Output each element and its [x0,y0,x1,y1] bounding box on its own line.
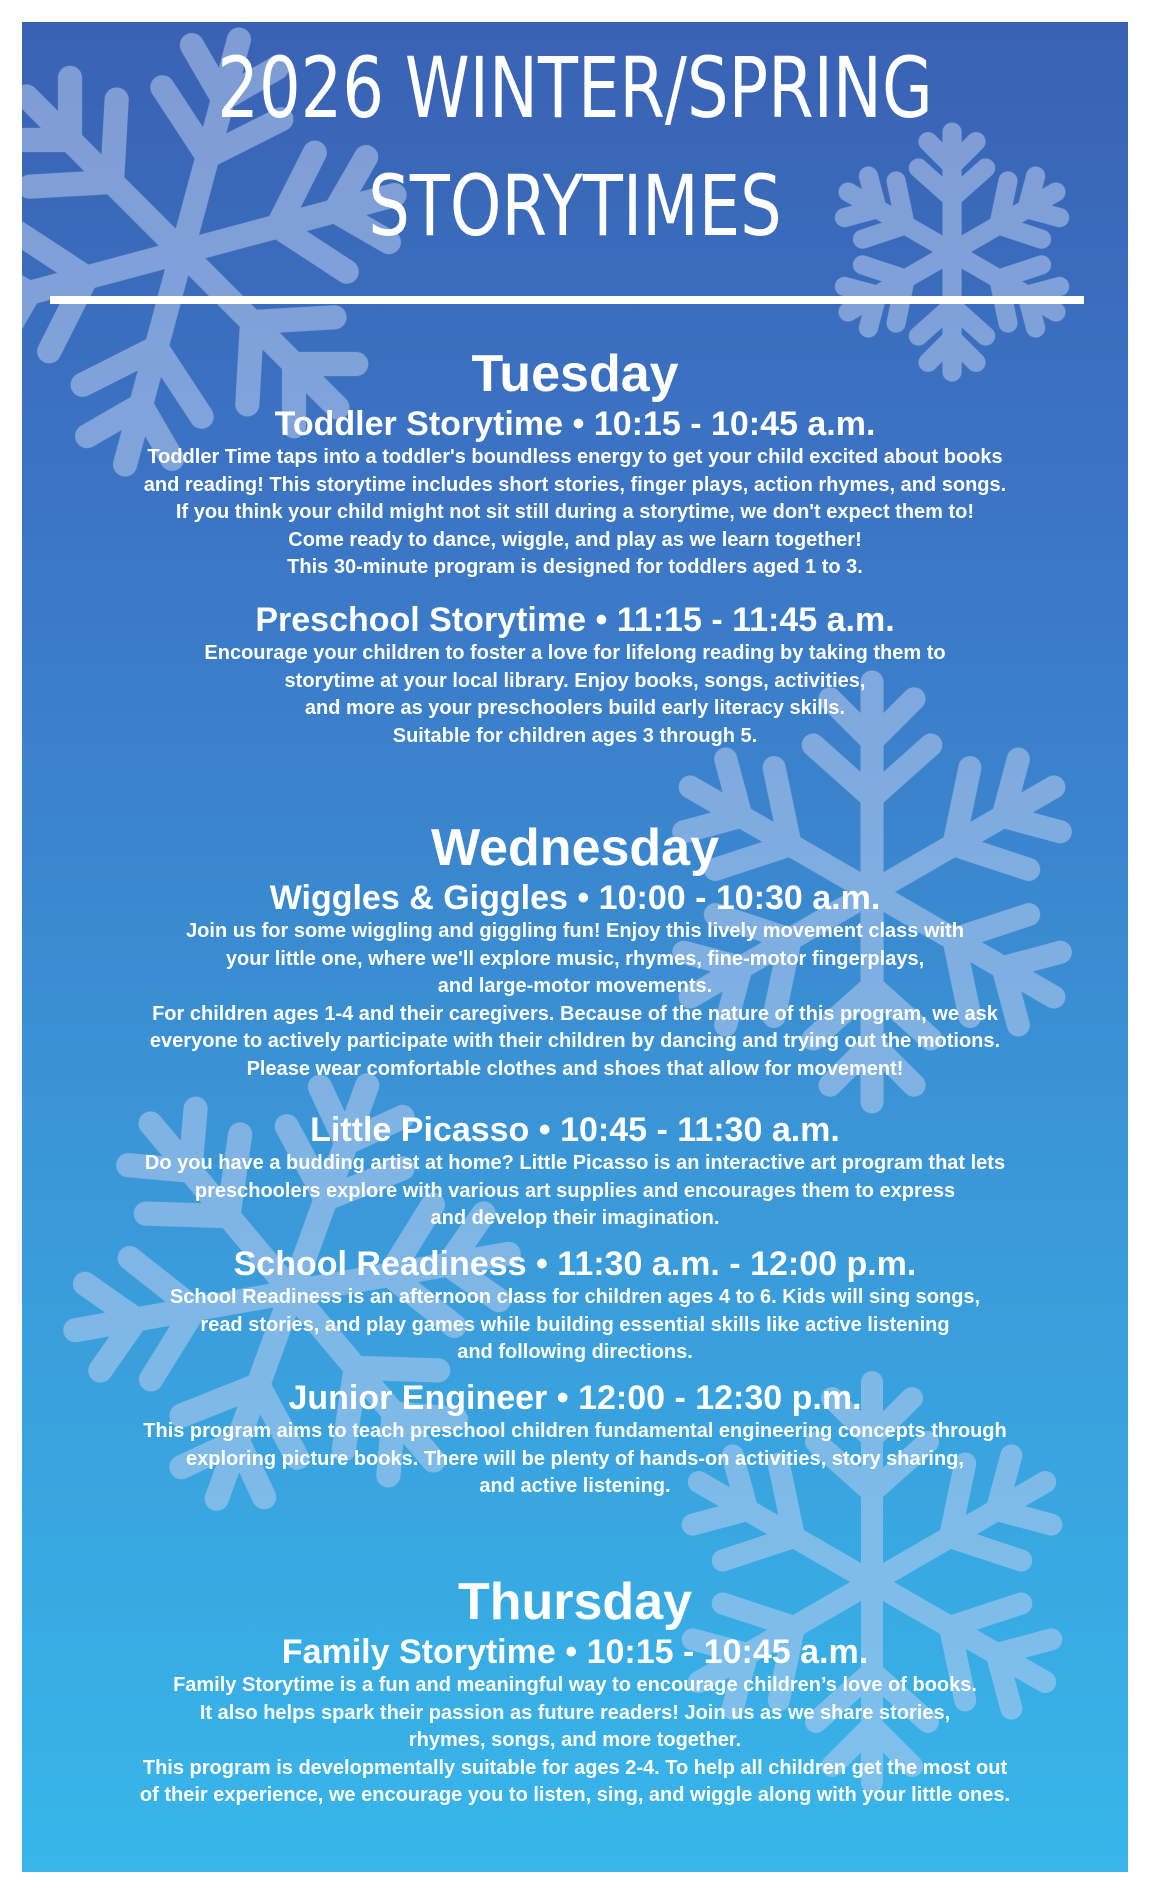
program-title-preschool-storytime: Preschool Storytime • 11:15 - 11:45 a.m. [255,601,895,639]
description-line: preschoolers explore with various art supplies and encourages them to express [194,1179,956,1202]
description-line: For children ages 1-4 and their caregivers. Because of the nature of this program, we ask [152,1002,998,1025]
description-line: read stories, and play games while building essential skills like active listening [200,1313,950,1336]
description-line: School Readiness is an afternoon class for children ages 4 to 6. Kids will sing songs, [169,1286,981,1308]
description-line: Come ready to dance, wiggle, and play as we learn together! [288,528,862,551]
program-description-wiggles-giggles [22,918,1128,1083]
description-line: and following directions. [457,1341,693,1363]
program-title-school-readiness: School Readiness • 11:30 a.m. - 12:00 p.m. [233,1245,917,1283]
description-line: and large-motor movements. [437,975,713,997]
description-line: and more as your preschoolers build early literacy skills. [304,697,846,719]
day-heading-wednesday: Wednesday [430,819,720,877]
description-line: Please wear comfortable clothes and shoes that allow for movement! [246,1057,904,1080]
poster-content [22,22,1128,258]
description-line: of their experience, we encourage you to listen, sing, and wiggle along with your little ones. [139,1784,1011,1806]
description-line: Join us for some wiggling and giggling fun! Enjoy this lively movement class with [186,920,964,942]
day-heading-tuesday: Tuesday [471,345,679,403]
program-title-little-picasso: Little Picasso • 10:45 - 11:30 a.m. [310,1111,840,1149]
description-line: and active listening. [479,1475,671,1497]
title-divider [50,296,1084,304]
description-line: This 30-minute program is designed for toddlers aged 1 to 3. [287,556,863,578]
wednesday-section [22,818,1128,1083]
description-line: This program aims to teach preschool children fundamental engineering concepts through [143,1420,1007,1442]
program-title-family-storytime: Family Storytime • 10:15 - 10:45 a.m. [281,1633,869,1671]
program-description-school-readiness [22,1284,1128,1367]
storytime-poster [22,22,1128,1872]
description-line: storytime at your local library. Enjoy books, songs, activities, [284,669,866,692]
description-line: Family Storytime is a fun and meaningful way to encourage children’s love of books. [173,1674,977,1696]
program-description-family-storytime [22,1672,1128,1810]
description-line: Toddler Time taps into a toddler's boundless energy to get your child excited about books [147,446,1003,468]
description-line: and develop their imagination. [430,1207,720,1229]
program-title-wiggles-giggles: Wiggles & Giggles • 10:00 - 10:30 a.m. [269,879,881,917]
description-line: Do you have a budding artist at home? Little Picasso is an interactive art program that lets [144,1152,1006,1174]
poster-title-line-2: STORYTIMES [368,157,782,255]
program-title-toddler-storytime: Toddler Storytime • 10:15 - 10:45 a.m. [274,405,876,443]
tuesday-section [22,344,1128,582]
description-line: your little one, where we'll explore music, rhymes, fine-motor fingerplays, [225,947,925,970]
little-picasso-section [22,1110,1128,1233]
program-description-little-picasso [22,1150,1128,1233]
description-line: If you think your child might not sit still during a storytime, we don't expect them to! [175,501,975,523]
preschool-storytime-section [22,600,1128,750]
school-readiness-section [22,1244,1128,1367]
description-line: rhymes, songs, and more together. [408,1729,742,1751]
description-line: Encourage your children to foster a love for lifelong reading by taking them to [204,642,946,664]
junior-engineer-section [22,1378,1128,1501]
description-line: and reading! This storytime includes short stories, finger plays, action rhymes, and songs. [143,473,1007,496]
program-description-toddler-storytime [22,444,1128,582]
description-line: exploring picture books. There will be plenty of hands-on activities, story sharing, [186,1447,964,1470]
day-heading-thursday: Thursday [457,1573,693,1631]
thursday-section [22,1572,1128,1810]
poster-title-line-1: 2026 WINTER/SPRING [217,39,933,137]
program-title-junior-engineer: Junior Engineer • 12:00 - 12:30 p.m. [288,1379,862,1417]
description-line: everyone to actively participate with their children by dancing and trying out the motions. [149,1030,1001,1052]
description-line: This program is developmentally suitable for ages 2-4. To help all children get the most out [142,1756,1008,1779]
program-description-junior-engineer [22,1418,1128,1501]
description-line: It also helps spark their passion as future readers! Join us as we share stories, [199,1701,951,1724]
program-description-preschool-storytime [22,640,1128,750]
description-line: Suitable for children ages 3 through 5. [392,724,758,747]
